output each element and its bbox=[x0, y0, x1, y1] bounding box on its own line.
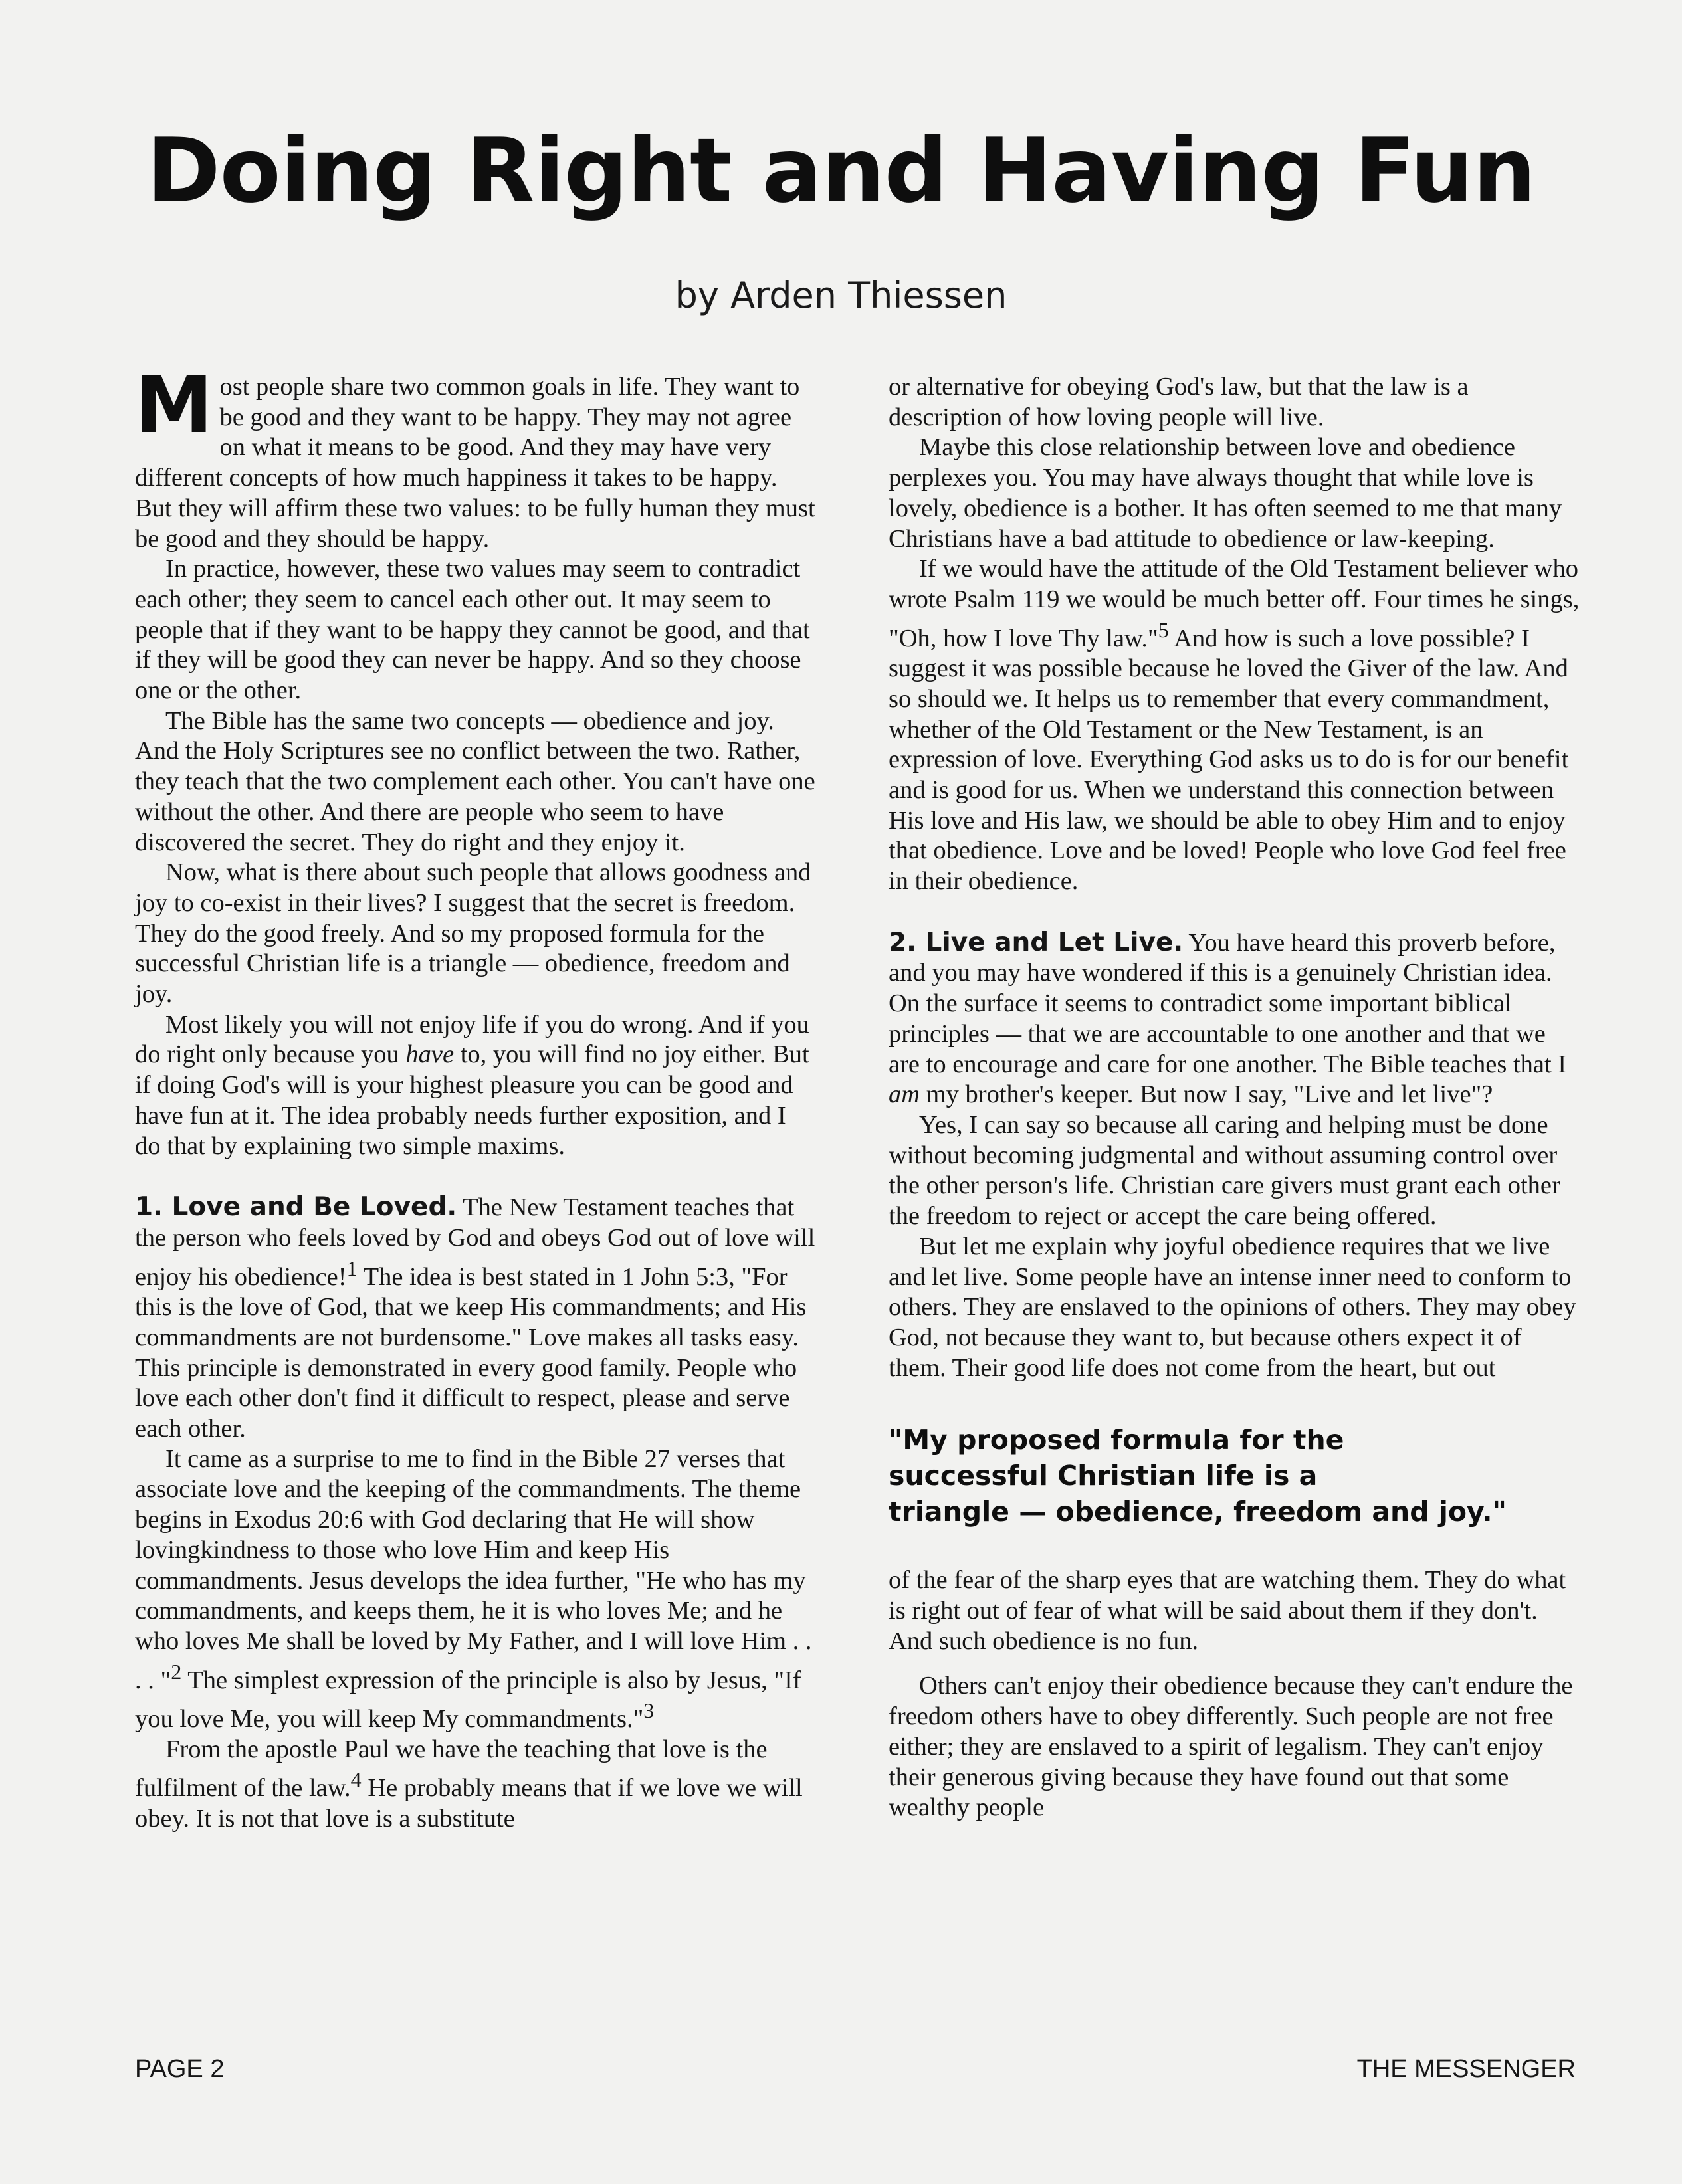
section-heading-1: 1. Love and Be Loved. bbox=[135, 1192, 457, 1223]
paragraph: In practice, however, these two values may seem to contradict each other; they seem to cancel each other out. It may seem to people that if they want to be happy they cannot be good, and that if they will be good they can never be happy. And so they choose one or the other. bbox=[135, 555, 810, 705]
page-number: PAGE 2 bbox=[135, 2055, 225, 2083]
pull-quote-line: successful Christian life is a bbox=[889, 1460, 1318, 1492]
footnote-marker: 2 bbox=[171, 1659, 182, 1684]
paragraph-text: And how is such a love possible? I suggest it was possible because he loved the Giver of the law. And so should we. It helps us to remember that every commandment, whether of the Old Testament or the New Testament, is an expression of love. Everything God asks us to do is for our benefit and is good for us. When we understand this connection between His love and His law, we should be able to obey Him and to enjoy that obedience. Love and be loved! People who love God feel free in their obedience. bbox=[889, 624, 1569, 896]
paragraph-text: ost people share two common goals in life. They want to be good and they want to be happy. They may not agree on what it means to be good. And they may have very different concepts of how much happiness it takes to be happy. But they will affirm these two values: to be fully human they must be good and they should be happy. bbox=[135, 373, 815, 553]
paragraph-text: From the apostle Paul we have the teaching that love is the fulfilment of the law. bbox=[135, 1735, 768, 1803]
footnote-marker: 3 bbox=[643, 1698, 655, 1723]
paragraph-text: my brother's keeper. But now I say, "Live and let live"? bbox=[920, 1080, 1493, 1109]
paragraph-text: Most likely you will not enjoy life if you do wrong. And if you do right only because you bbox=[135, 1010, 809, 1069]
paragraph-text: The simplest expression of the principle is also by Jesus, "If you love Me, you will keep My commandments." bbox=[135, 1666, 801, 1734]
emphasis-text: am bbox=[889, 1080, 920, 1109]
emphasis-text: have bbox=[405, 1041, 455, 1069]
paragraph: The Bible has the same two concepts — obedience and joy. And the Holy Scriptures see no conflict between the two. Rather, they teach that the two complement each other. You can't have one without the other. And there are people who seem to have discovered the secret. They do right and they enjoy it. bbox=[135, 706, 815, 856]
article-title: Doing Right and Having Fun bbox=[146, 119, 1536, 223]
paragraph-intro bbox=[135, 359, 816, 554]
paragraph bbox=[135, 1444, 816, 1735]
paragraph: But let me explain why joyful obedience requires that we live and let live. Some people have an intense inner need to conform to others. They are enslaved to the opinions of others. They may obey God, not because they want to, but because others expect it of them. Their good life does not come from the heart, but out bbox=[889, 1232, 1576, 1382]
paragraph-section-1 bbox=[135, 1192, 816, 1444]
paragraph-text: He probably means that if we love we will obey. It is not that love is a substitute bbox=[135, 1774, 803, 1833]
paragraph-text: The New Testament teaches that the person who feels loved by God and obeys God out of love will enjoy his obedience! bbox=[135, 1193, 815, 1291]
paragraph bbox=[135, 1010, 816, 1162]
paragraph: Yes, I can say so because all caring and helping must be done without becoming judgmental and without assuming control over the other person's life. Christian care givers must grant each other the freedom to reject or accept the care being offered. bbox=[889, 1111, 1560, 1231]
paragraph: Maybe this close relationship between love and obedience perplexes you. You may have always thought that while love is lovely, obedience is a bother. It has often seemed to me that many Christians have a bad attitude to obedience or law-keeping. bbox=[889, 433, 1562, 553]
paragraph-section-2 bbox=[889, 928, 1581, 1110]
paragraph bbox=[889, 554, 1581, 897]
left-column bbox=[135, 359, 816, 1835]
right-column bbox=[889, 372, 1581, 1823]
publication-name: THE MESSENGER bbox=[1356, 2055, 1576, 2083]
paragraph: Others can't enjoy their obedience because they can't endure the freedom others have to obey differently. Such people are not free either; they are enslaved to a spirit of legalism. They can't enjoy their generous giving because they have found out that some wealthy people bbox=[889, 1672, 1573, 1822]
drop-cap: M bbox=[135, 359, 213, 450]
paragraph-text: to, you will find no joy either. But if doing God's will is your highest pleasure you can be good and have fun at it. The idea probably needs further exposition, and I do that by explaining two simple maxims. bbox=[135, 1041, 809, 1160]
section-heading-2: 2. Live and Let Live. bbox=[889, 927, 1184, 957]
paragraph: Now, what is there about such people that allows goodness and joy to co-exist in their lives? I suggest that the secret is freedom. They do the good freely. And so my proposed formula for the successful Christian life is a triangle — obedience, freedom and joy. bbox=[135, 858, 811, 1009]
pull-quote-line: triangle — obedience, freedom and joy." bbox=[889, 1496, 1507, 1528]
paragraph-text: You have heard this proverb before, and you may have wondered if this is a genuinely Christian idea. On the surface it seems to contradict some important biblical principles — that we are accountable to one another and that we are to encourage and care for one another. The Bible teaches that I bbox=[889, 928, 1567, 1078]
pull-quote bbox=[889, 1422, 1581, 1530]
pull-quote-line: "My proposed formula for the bbox=[889, 1424, 1344, 1456]
paragraph bbox=[135, 1735, 816, 1835]
footnote-marker: 1 bbox=[346, 1256, 358, 1280]
paragraph-text: It came as a surprise to me to find in the Bible 27 verses that associate love and the keeping of the commandments. The theme begins in Exodus 20:6 with God declaring that He will show lovingkindness to those who love Him and keep His commandments. Jesus develops the idea further, "He who has my commandments, and keeps them, he it is who loves Me; and he who loves Me shall be loved by My Father, and I will love Him . . . . " bbox=[135, 1444, 812, 1694]
article-byline: by Arden Thiessen bbox=[675, 274, 1007, 316]
paragraph-text: If we would have the attitude of the Old Testament believer who wrote Psalm 119 we would be much better off. Four times he sings, "Oh, how I love Thy law." bbox=[889, 555, 1580, 652]
paragraph: or alternative for obeying God's law, but that the law is a description of how loving people will live. bbox=[889, 373, 1469, 431]
footnote-marker: 4 bbox=[350, 1767, 362, 1792]
paragraph: of the fear of the sharp eyes that are watching them. They do what is right out of fear of what will be said about them if they don't. And such obedience is no fun. bbox=[889, 1566, 1566, 1655]
footnote-marker: 5 bbox=[1158, 617, 1169, 642]
paragraph-text: The idea is best stated in 1 John 5:3, "For this is the love of God, that we keep His commandments; and His commandments are not burdensome." Love makes all tasks easy. This principle is demonstrated in every good family. People who love each other don't find it difficult to respect, please and serve each other. bbox=[135, 1262, 807, 1443]
